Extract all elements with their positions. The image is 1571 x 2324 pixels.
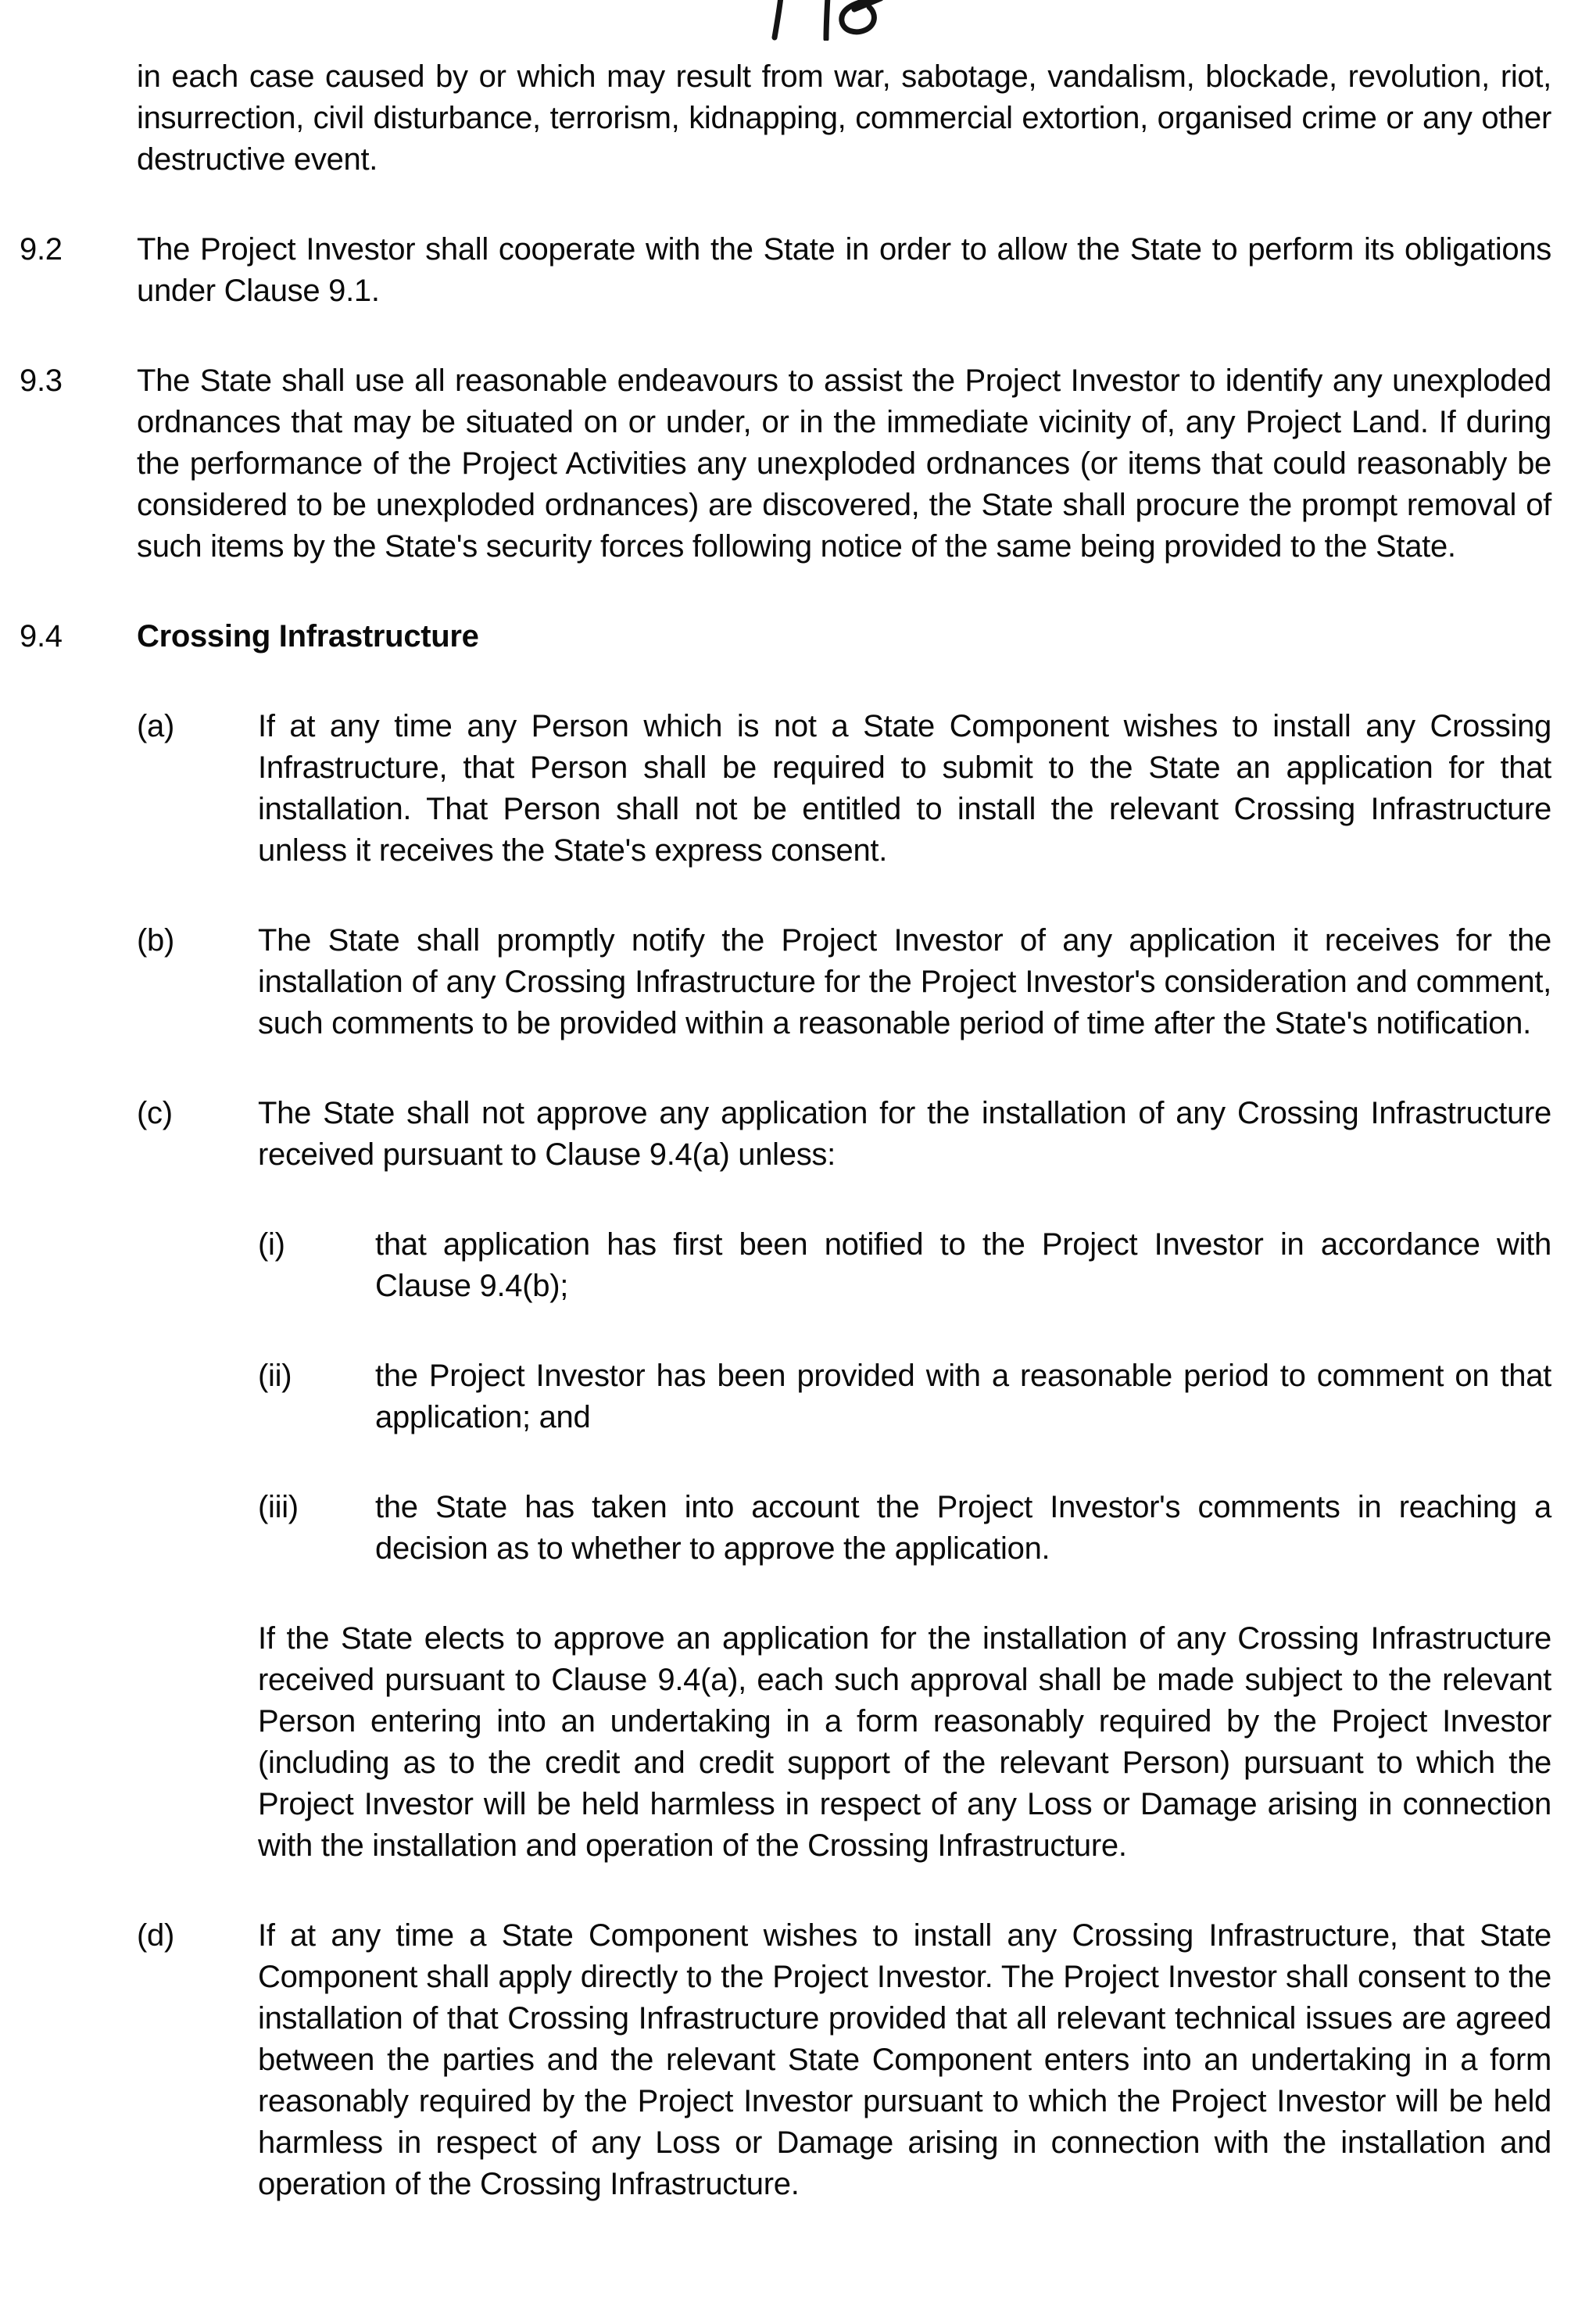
subclause-b-label: (b) [137,923,174,958]
clause-9-4-number: 9.4 [20,619,63,654]
clause-9-3-text: The State shall use all reasonable endeavours to assist the Project Investor to identify any unexploded ordnances that may be situated on or under, or in the immediate vicinity of, any Project Land. If during the performance of the Project Activities any unexploded ordnances (or items that could reasonably be considered to be unexploded ordnances) are discovered, the State shall procure the prompt removal of such items by the State's security forces following notice of the same being provided to the State. [137,363,1551,564]
subclause-c-continuation-text: If the State elects to approve an application for the installation of any Crossing Infrastructure received pursuant to Clause 9.4(a), each such approval shall be made subject to the relevant Person entering into an undertaking in a form reasonably required by the Project Investor (including as to the credit and credit support of the relevant Person) pursuant to which the Project Investor will be held harmless in respect of any Loss or Damage arising in connection with the installation and operation of the Crossing Infrastructure. [258,1621,1551,1863]
clause-9-2-text: The Project Investor shall cooperate with the State in order to allow the State to perform its obligations under Clause 9.1. [137,232,1551,308]
subclause-a [137,706,1551,872]
roman-item-i-text: that application has first been notified to the Project Investor in accordance with Clause 9.4(b); [375,1227,1551,1303]
roman-item-iii [258,1487,1551,1570]
subclause-c-body [258,1093,1551,1867]
roman-item-ii-text: the Project Investor has been provided with a reasonable period to comment on that application; and [375,1359,1551,1434]
roman-item-i [258,1224,1551,1307]
clause-9-2-number: 9.2 [20,232,63,267]
subclause-b [137,920,1551,1044]
subclause-a-label: (a) [137,709,174,743]
clause-9-2 [20,229,1551,312]
subclause-c [137,1093,1551,1867]
roman-item-i-label: (i) [258,1227,285,1262]
subclause-d [137,1915,1551,2205]
subclause-b-text: The State shall promptly notify the Project Investor of any application it receives for the installation of any Crossing Infrastructure for the Project Investor's consideration and comment, such comments to be provided within a reasonable period of time after the State's notification. [258,923,1551,1040]
intro-paragraph-text: in each case caused by or which may result from war, sabotage, vandalism, blockade, revolution, riot, insurrection, civil disturbance, terrorism, kidnapping, commercial extortion, organised crime or any other destructive event. [137,59,1551,177]
clause-number-spacer [20,56,137,181]
handwritten-page-number-mark [754,0,887,41]
subclause-c-label: (c) [137,1096,173,1130]
clause-9-4-body [137,616,1551,2205]
roman-item-ii [258,1355,1551,1438]
roman-item-iii-label: (iii) [258,1490,299,1524]
subclause-c-text: The State shall not approve any application for the installation of any Crossing Infrastructure received pursuant to Clause 9.4(a) unless: [258,1096,1551,1172]
roman-item-ii-label: (ii) [258,1359,292,1393]
intro-paragraph-row [20,56,1551,181]
clause-9-3-number: 9.3 [20,363,63,398]
roman-item-iii-text: the State has taken into account the Project Investor's comments in reaching a decision as to whether to approve the application. [375,1490,1551,1566]
subclause-a-text: If at any time any Person which is not a State Component wishes to install any Crossing Infrastructure, that Person shall be required to submit to the State an application for that installation. That Person shall not be entitled to install the relevant Crossing Infrastructure unless it receives the State's express consent. [258,709,1551,868]
subclause-d-label: (d) [137,1918,174,1953]
clause-9-3 [20,360,1551,568]
subclause-d-text: If at any time a State Component wishes to install any Crossing Infrastructure, that State Component shall apply directly to the Project Investor. The Project Investor shall consent to the installation of that Crossing Infrastructure provided that all relevant technical issues are agreed between the parties and the relevant State Component enters into an undertaking in a form reasonably required by the Project Investor pursuant to which the Project Investor will be held harmless in respect of any Loss or Damage arising in connection with the installation and operation of the Crossing Infrastructure. [258,1918,1551,2201]
clause-9-4-heading: Crossing Infrastructure [137,619,479,654]
clause-9-4 [20,616,1551,2205]
